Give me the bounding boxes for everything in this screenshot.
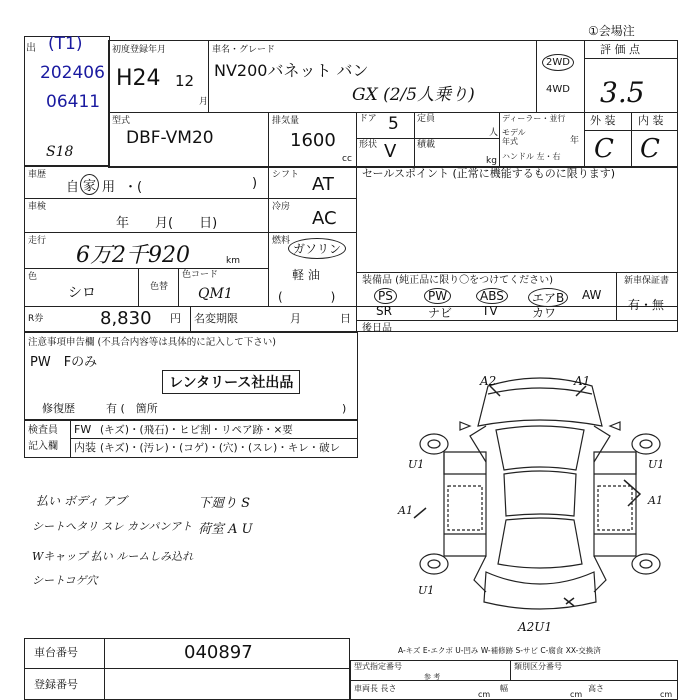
size-label: 車両長 長さ bbox=[354, 684, 397, 693]
warranty-label: 新車保証書 bbox=[624, 276, 670, 286]
first-reg-year: H24 bbox=[116, 66, 161, 91]
use-label: 車歴 bbox=[28, 170, 47, 180]
door-label: ドア bbox=[359, 114, 377, 124]
width-label: 幅 bbox=[500, 684, 508, 693]
lot-number-line1: 202406 bbox=[40, 63, 105, 83]
rental-lease-stamp: レンタリース社出品 bbox=[162, 370, 300, 394]
equip-ps: PS bbox=[374, 288, 397, 304]
height-label: 高さ bbox=[588, 684, 604, 693]
height-unit: cm bbox=[660, 690, 673, 699]
header-top-right: ①会場注 bbox=[588, 24, 635, 38]
color-change-label: 色替 bbox=[150, 282, 169, 292]
inspector-entry-label: 記入欄 bbox=[28, 441, 58, 452]
eval-label: 評 価 点 bbox=[600, 43, 640, 56]
mileage-label: 走行 bbox=[28, 236, 47, 246]
fuel-label: 燃料 bbox=[272, 236, 291, 246]
repair-close: ) bbox=[342, 402, 347, 415]
name-change-month: 月 bbox=[290, 312, 301, 325]
body-label: 形状 bbox=[359, 140, 378, 150]
length-unit: cm bbox=[478, 690, 491, 699]
hand-note-left-3: Wキャップ 払い ルームしみ込れ bbox=[32, 550, 194, 563]
use-own: 自 bbox=[66, 180, 80, 195]
use-home: 家 bbox=[80, 174, 99, 195]
equip-navi: ナビ bbox=[428, 306, 453, 320]
format-number-label: 型式指定番号 bbox=[354, 662, 402, 671]
notes-label: 注意事項申告欄 (不具合内容等は具体的に記入して下さい) bbox=[28, 337, 276, 348]
disp-label: 排気量 bbox=[272, 116, 300, 126]
equip-tv: TV bbox=[482, 304, 498, 318]
model-name: NV200バネット バン bbox=[214, 61, 369, 80]
recycle-value: 8,830 bbox=[100, 308, 152, 329]
chassis-label: 車台番号 bbox=[34, 646, 78, 659]
mark-front-right: A1 bbox=[574, 374, 591, 388]
exterior-label: 外 装 bbox=[590, 114, 616, 127]
handle-label: ハンドル 左・右 bbox=[502, 152, 561, 161]
load-label: 積載 bbox=[417, 140, 436, 150]
warranty-value: 有・無 bbox=[628, 298, 665, 312]
lot-side-tag: 出 bbox=[26, 43, 36, 54]
shaken-label: 車検 bbox=[28, 202, 47, 212]
hand-note-left-1: 払い ボディ アブ bbox=[36, 494, 127, 508]
recycle-unit: 円 bbox=[170, 312, 181, 325]
name-change-day: 日 bbox=[340, 312, 351, 325]
shaken-value: 年 月( 日) bbox=[116, 216, 218, 231]
repair-value: 有 ( 箇所 bbox=[106, 402, 158, 415]
color-code-value: QM1 bbox=[198, 286, 233, 302]
fuel-other: ( ) bbox=[278, 290, 336, 304]
interior-check-label: 内装 bbox=[74, 441, 96, 454]
lot-side-note: S18 bbox=[46, 144, 74, 160]
door-value: 5 bbox=[388, 114, 399, 134]
lot-code: (T1) bbox=[48, 34, 83, 54]
hand-note-right-2: 荷室 A U bbox=[198, 522, 253, 537]
mark-front-left: A2 bbox=[480, 374, 497, 388]
capacity-label: 定員 bbox=[417, 114, 436, 124]
equip-pw: PW bbox=[424, 288, 451, 304]
mark-u1-right: U1 bbox=[648, 458, 665, 471]
drive-2wd: 2WD bbox=[542, 54, 574, 71]
use-use: 用 bbox=[102, 180, 116, 195]
color-label: 色 bbox=[28, 272, 38, 282]
capacity-unit: 人 bbox=[489, 128, 499, 138]
equip-leather: カワ bbox=[532, 306, 557, 320]
use-close: ) bbox=[252, 176, 258, 191]
mark-rear: A2U1 bbox=[518, 620, 553, 634]
rear-seat-label: 後日品 bbox=[362, 323, 392, 334]
equip-abs: ABS bbox=[476, 288, 508, 304]
chassis-value: 040897 bbox=[184, 642, 253, 663]
reference-label: 参 考 bbox=[424, 673, 441, 681]
model-label: 車名・グレード bbox=[212, 45, 276, 55]
color-value: シロ bbox=[68, 285, 96, 301]
interior-items: (キズ)・(汚レ)・(コゲ)・(穴)・(スレ)・キレ・破レ bbox=[100, 442, 341, 454]
model-year-label: モデル年式 bbox=[502, 128, 526, 146]
shift-label: シフト bbox=[272, 170, 300, 180]
first-reg-month-suffix: 月 bbox=[199, 97, 209, 107]
repair-label: 修復歴 bbox=[42, 402, 75, 415]
mileage-value: 6万2千920 bbox=[76, 243, 190, 268]
mark-rear-u1: U1 bbox=[418, 584, 435, 597]
class-number-label: 類別区分番号 bbox=[514, 662, 562, 671]
drive-4wd: 4WD bbox=[546, 84, 570, 95]
ac-value: AC bbox=[312, 208, 337, 229]
hand-note-right-1: 下廻り S bbox=[198, 496, 251, 511]
load-unit: kg bbox=[486, 156, 497, 166]
body-value: V bbox=[384, 141, 397, 162]
lot-number-line2: 06411 bbox=[46, 92, 101, 112]
selling-point-label: セールスポイント (正常に機能するものに限ります) bbox=[362, 167, 616, 180]
equip-aw: AW bbox=[582, 288, 602, 302]
eval-score: 3.5 bbox=[600, 76, 645, 109]
shift-value: AT bbox=[312, 174, 334, 195]
name-change-label: 名変期限 bbox=[194, 312, 238, 325]
exterior-grade: C bbox=[594, 134, 614, 164]
equip-airbag: エアB bbox=[528, 288, 568, 307]
hand-note-left-4: シートコゲ穴 bbox=[32, 574, 98, 587]
dealer-label: ディーラー・並行 bbox=[502, 114, 566, 123]
equipment-label: 装備品 (純正品に限り〇をつけてください) bbox=[362, 275, 553, 286]
fw-items: (キズ)・(飛石)・ヒビ割・リペア跡・×要 bbox=[100, 424, 293, 436]
recycle-label: R券 bbox=[28, 314, 44, 324]
equip-sr: SR bbox=[376, 304, 392, 318]
fuel-diesel: 軽 油 bbox=[292, 268, 320, 282]
width-unit: cm bbox=[570, 690, 583, 699]
interior-label: 内 装 bbox=[638, 114, 664, 127]
hand-note-left-2: シートへタリ スレ カンパンアト bbox=[32, 520, 193, 533]
car-damage-diagram bbox=[390, 366, 686, 638]
mark-u1-left: U1 bbox=[408, 458, 425, 471]
use-rest: ・( bbox=[124, 180, 143, 195]
disp-value: 1600 bbox=[290, 130, 336, 151]
ac-label: 冷房 bbox=[272, 202, 291, 212]
fuel-gasoline: ガソリン bbox=[288, 238, 346, 259]
color-code-label: 色コード bbox=[182, 270, 219, 280]
first-reg-label: 初度登録年月 bbox=[112, 45, 167, 55]
year-suffix: 年 bbox=[570, 136, 580, 146]
notes-line1: PW Fのみ bbox=[30, 355, 98, 370]
model-grade: GX (2/5人乗り) bbox=[352, 85, 475, 105]
damage-legend: A-キズ E-エクボ U-凹み W-補修跡 S-サビ C-腐食 XX-交換済 bbox=[398, 646, 601, 655]
fw-label: FW bbox=[74, 423, 92, 436]
registration-label: 登録番号 bbox=[34, 678, 78, 691]
disp-unit: cc bbox=[342, 154, 352, 164]
type-value: DBF-VM20 bbox=[126, 128, 214, 148]
mark-a1-right: A1 bbox=[648, 494, 663, 507]
mark-a1-left: A1 bbox=[398, 504, 413, 517]
interior-grade: C bbox=[640, 134, 660, 164]
mileage-unit: km bbox=[226, 256, 240, 266]
first-reg-month: 12 bbox=[175, 72, 195, 90]
type-label: 型式 bbox=[112, 116, 131, 126]
inspector-label: 検査員 bbox=[28, 425, 58, 436]
